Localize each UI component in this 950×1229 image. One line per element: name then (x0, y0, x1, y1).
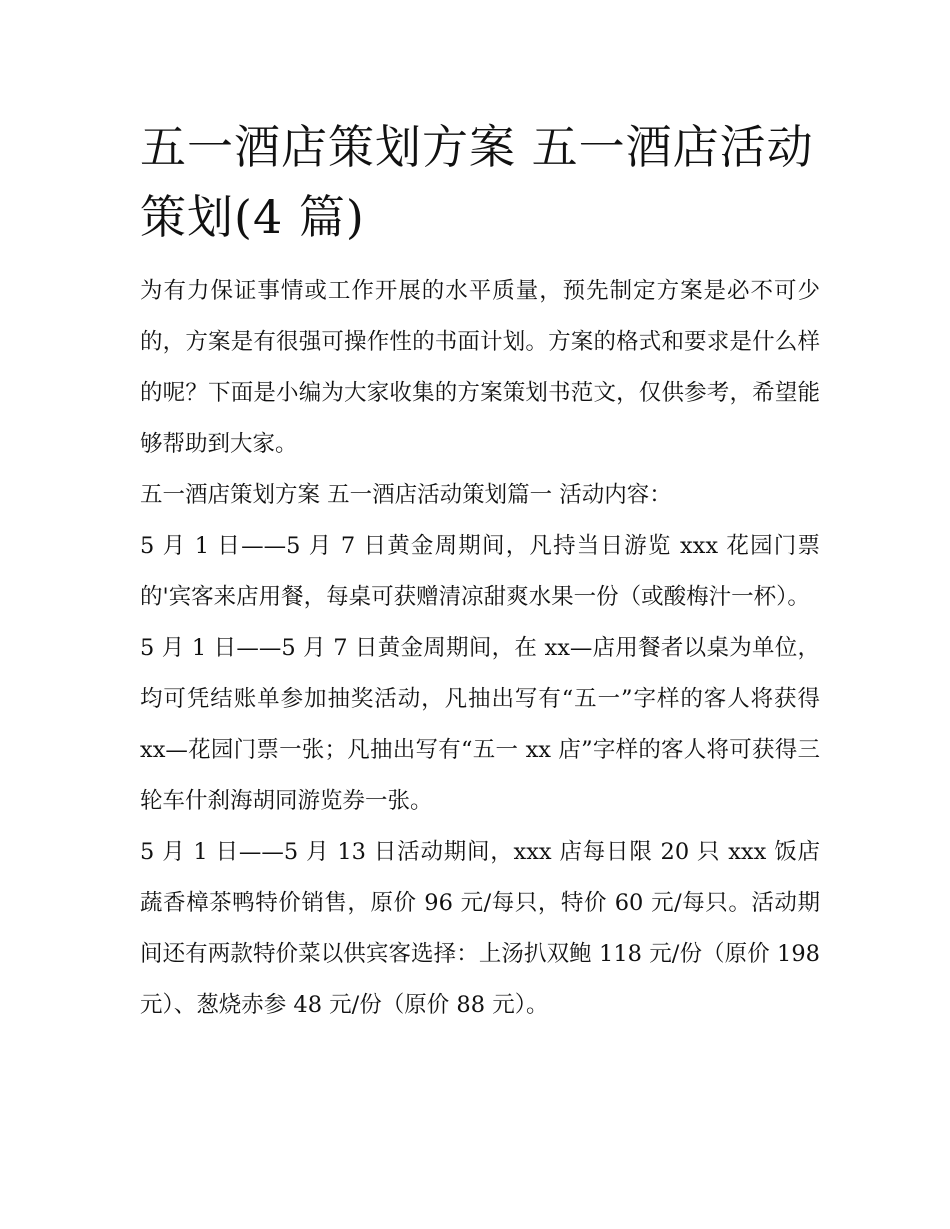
document-body (140, 112, 820, 1031)
paragraph-item-3: 5 月 1 日——5 月 13 日活动期间，xxx 店每日限 20 只 xxx 饭店蔬香樟茶鸭特价销售，原价 96 元/每只，特价 60 元/每只。活动期间还有两款特价菜以供宾客选择：上汤扒双鲍 118 元/份（原价 198 元）、葱烧赤参 48 元/份（原价 88 元）。 (140, 839, 820, 1018)
paragraph-section-heading: 五一酒店策划方案 五一酒店活动策划篇一 活动内容： (140, 482, 672, 508)
paragraph-item-2: 5 月 1 日——5 月 7 日黄金周期间，在 xx—店用餐者以桌为单位，均可凭结账单参加抽奖活动，凡抽出写有“五一”字样的客人将获得 xx—花园门票一张；凡抽出写有“五一 xx 店”字样的客人将可获得三轮车什刹海胡同游览券一张。 (140, 635, 820, 814)
paragraph-item-1: 5 月 1 日——5 月 7 日黄金周期间，凡持当日游览 xxx 花园门票的'宾客来店用餐，每桌可获赠清凉甜爽水果一份（或酸梅汁一杯）。 (140, 533, 820, 610)
paragraph-intro: 为有力保证事情或工作开展的水平质量，预先制定方案是必不可少的，方案是有很强可操作性的书面计划。方案的格式和要求是什么样的呢？下面是小编为大家收集的方案策划书范文，仅供参考，希望能够帮助到大家。 (140, 278, 820, 457)
document-title: 五一酒店策划方案 五一酒店活动策划(4 篇) (140, 120, 814, 244)
